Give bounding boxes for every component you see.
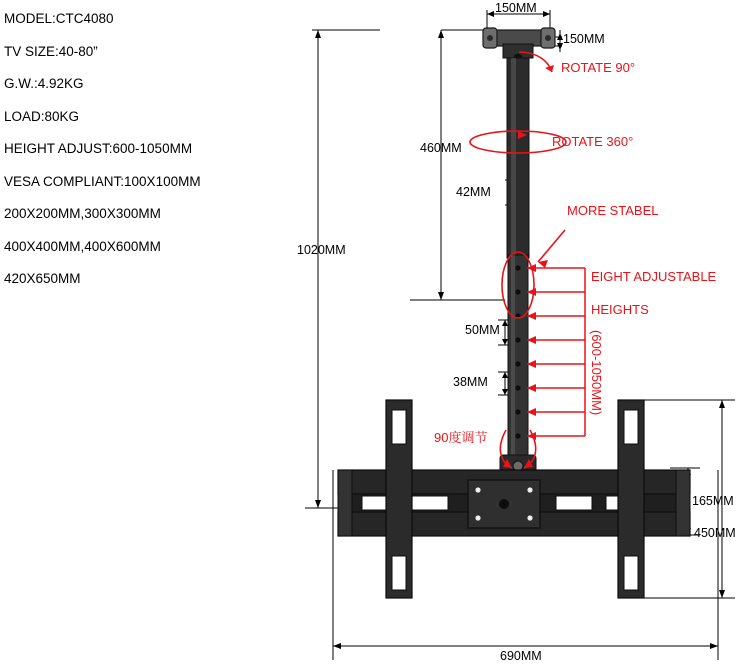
upper-pole bbox=[507, 58, 529, 258]
annotation-height-range: (600-1050MM) bbox=[589, 330, 604, 416]
spec-model: MODEL:CTC4080 bbox=[4, 11, 114, 26]
spec-vesa-3: 400X400MM,400X600MM bbox=[4, 238, 161, 254]
annotation-degree-cn: 90度调节 bbox=[434, 430, 488, 445]
lower-pole bbox=[508, 255, 528, 460]
annotation-eight-adjustable: EIGHT ADJUSTABLE bbox=[591, 269, 717, 284]
dim-segment-42: 42MM bbox=[456, 185, 491, 199]
annotation-rotate-90: ROTATE 90° bbox=[561, 60, 636, 75]
dim-pole-upper: 460MM bbox=[420, 141, 462, 155]
ceiling-plate bbox=[483, 28, 555, 63]
annotation-heights: HEIGHTS bbox=[591, 302, 649, 317]
annotation-more-stable: MORE STABEL bbox=[567, 203, 659, 218]
spec-tv-size: TV SIZE:40-80” bbox=[4, 43, 98, 59]
annotation-rotate-360: ROTATE 360° bbox=[552, 134, 634, 149]
dim-bracket-width: 690MM bbox=[500, 649, 542, 663]
spec-vesa-1: VESA COMPLIANT:100X100MM bbox=[4, 173, 201, 189]
dim-total-height: 1020MM bbox=[297, 243, 346, 257]
spec-load: LOAD:80KG bbox=[4, 108, 80, 124]
spec-height-adjust: HEIGHT ADJUST:600-1050MM bbox=[4, 141, 193, 156]
spec-gross-weight: G.W.:4.92KG bbox=[4, 76, 84, 91]
spec-vesa-4: 420X650MM bbox=[4, 271, 81, 286]
dim-top-plate-width: 150MM bbox=[495, 1, 537, 15]
dim-segment-38: 38MM bbox=[453, 375, 488, 389]
dim-bracket-height: 165MM bbox=[692, 494, 734, 508]
dim-segment-50: 50MM bbox=[465, 323, 500, 337]
dim-bracket-total: 450MM bbox=[694, 526, 736, 540]
dim-top-plate-depth: 150MM bbox=[563, 32, 605, 46]
spec-vesa-2: 200X200MM,300X300MM bbox=[4, 206, 161, 221]
